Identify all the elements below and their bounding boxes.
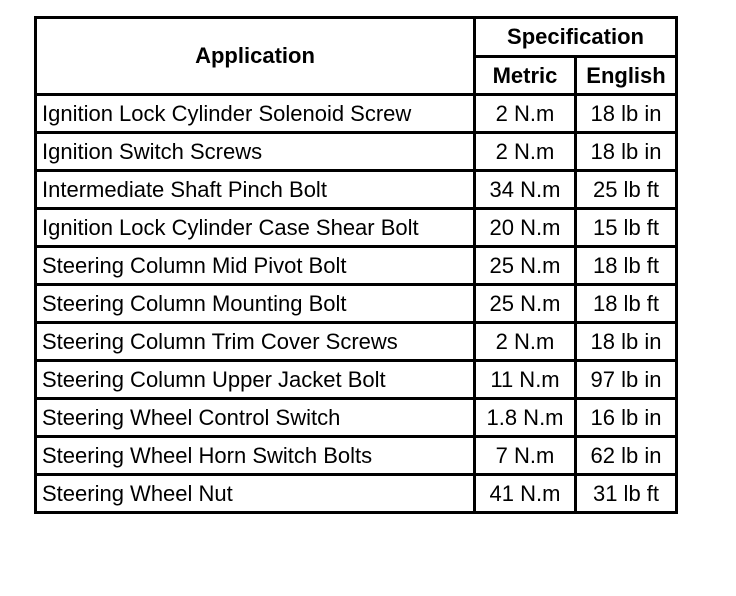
metric-cell: 34 N.m — [475, 171, 576, 209]
english-cell: 18 lb in — [576, 95, 677, 133]
table-row — [36, 133, 677, 171]
english-cell: 31 lb ft — [576, 475, 677, 513]
english-cell: 25 lb ft — [576, 171, 677, 209]
application-cell: Steering Wheel Nut — [36, 475, 475, 513]
application-cell: Steering Column Upper Jacket Bolt — [36, 361, 475, 399]
metric-cell: 25 N.m — [475, 247, 576, 285]
application-cell: Ignition Lock Cylinder Solenoid Screw — [36, 95, 475, 133]
header-metric: Metric — [475, 57, 576, 95]
torque-spec-table — [34, 16, 678, 514]
header-english: English — [576, 57, 677, 95]
application-cell: Ignition Lock Cylinder Case Shear Bolt — [36, 209, 475, 247]
english-cell: 97 lb in — [576, 361, 677, 399]
metric-cell: 1.8 N.m — [475, 399, 576, 437]
english-cell: 15 lb ft — [576, 209, 677, 247]
application-cell: Steering Wheel Control Switch — [36, 399, 475, 437]
metric-cell: 7 N.m — [475, 437, 576, 475]
application-cell: Steering Column Mid Pivot Bolt — [36, 247, 475, 285]
table-row — [36, 247, 677, 285]
header-specification: Specification — [475, 18, 677, 57]
table-row — [36, 475, 677, 513]
english-cell: 18 lb ft — [576, 285, 677, 323]
table-row — [36, 285, 677, 323]
metric-cell: 20 N.m — [475, 209, 576, 247]
metric-cell: 2 N.m — [475, 323, 576, 361]
table-row — [36, 171, 677, 209]
table-row — [36, 209, 677, 247]
table-row — [36, 361, 677, 399]
english-cell: 16 lb in — [576, 399, 677, 437]
header-application: Application — [36, 18, 475, 95]
metric-cell: 2 N.m — [475, 95, 576, 133]
table-row — [36, 323, 677, 361]
english-cell: 62 lb in — [576, 437, 677, 475]
application-cell: Ignition Switch Screws — [36, 133, 475, 171]
metric-cell: 25 N.m — [475, 285, 576, 323]
table-row — [36, 399, 677, 437]
application-cell: Steering Column Mounting Bolt — [36, 285, 475, 323]
table-body — [36, 95, 677, 513]
english-cell: 18 lb in — [576, 323, 677, 361]
table-row — [36, 437, 677, 475]
application-cell: Steering Wheel Horn Switch Bolts — [36, 437, 475, 475]
table-row — [36, 95, 677, 133]
english-cell: 18 lb in — [576, 133, 677, 171]
header-row-top — [36, 18, 677, 57]
english-cell: 18 lb ft — [576, 247, 677, 285]
application-cell: Steering Column Trim Cover Screws — [36, 323, 475, 361]
application-cell: Intermediate Shaft Pinch Bolt — [36, 171, 475, 209]
metric-cell: 11 N.m — [475, 361, 576, 399]
metric-cell: 2 N.m — [475, 133, 576, 171]
metric-cell: 41 N.m — [475, 475, 576, 513]
